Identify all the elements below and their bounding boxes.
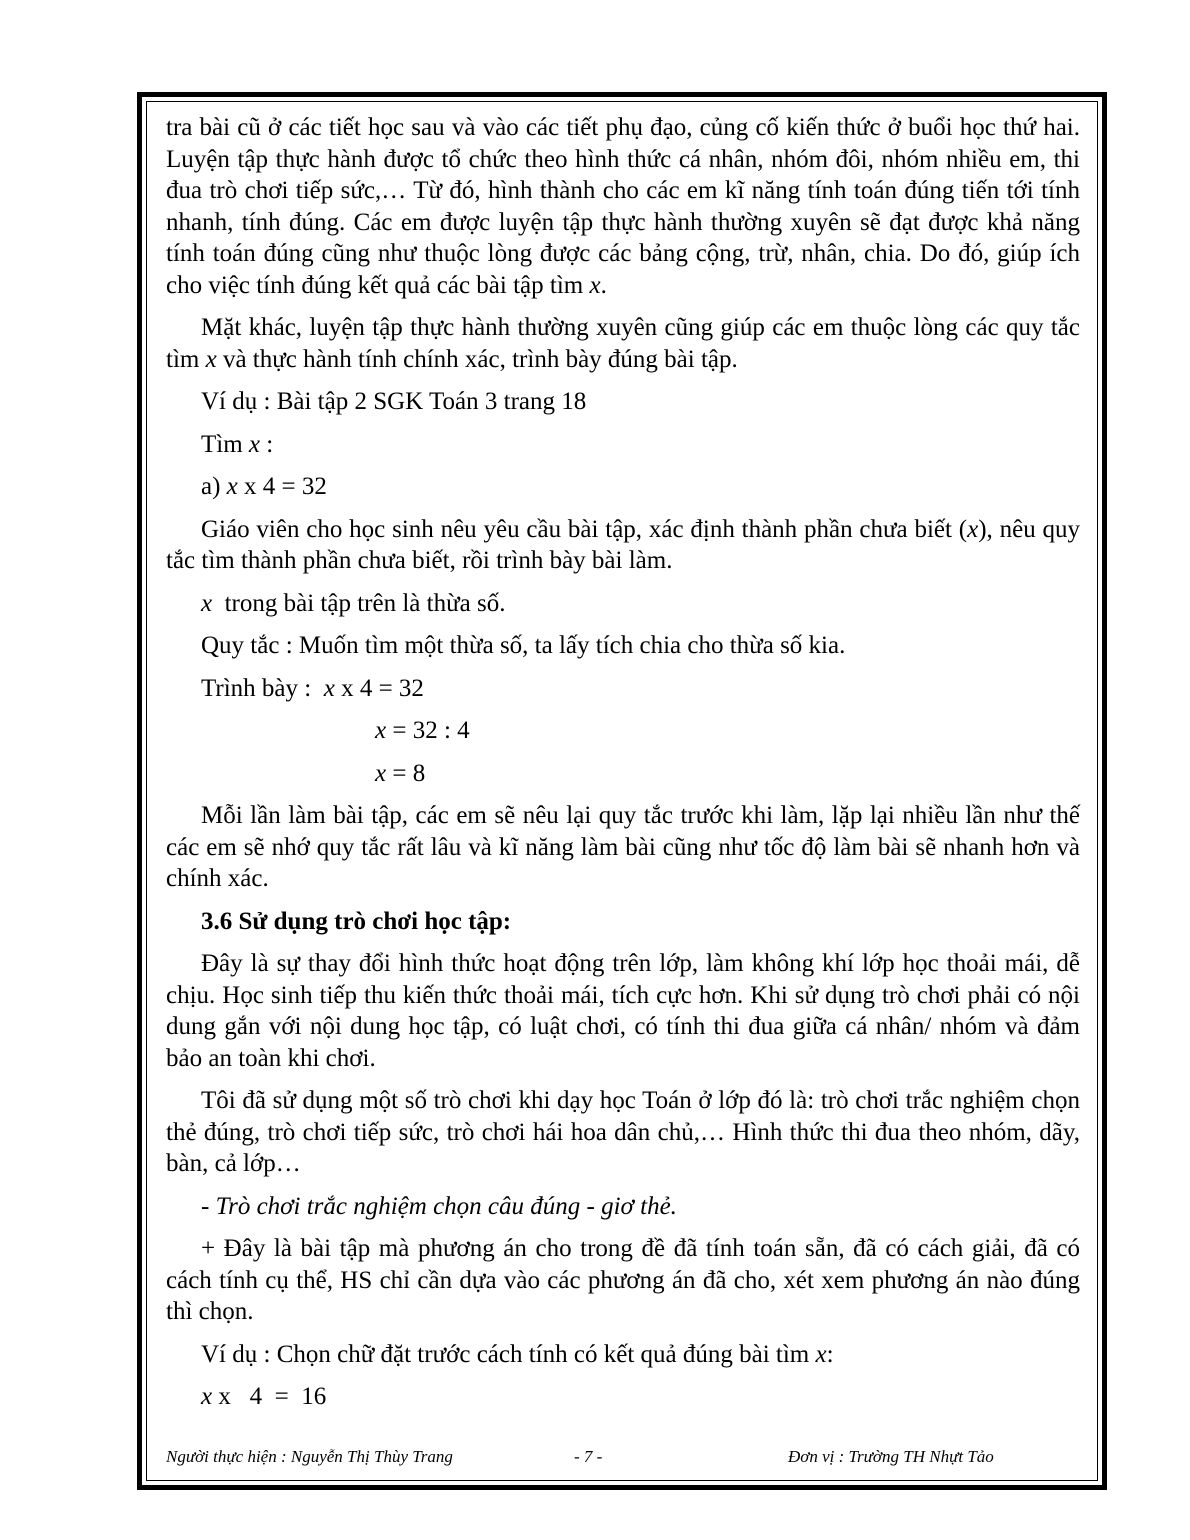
exercise-part-a: a) x x 4 = 32 bbox=[201, 473, 327, 500]
section-heading: 3.6 Sử dụng trò chơi học tập: bbox=[201, 907, 512, 935]
paragraph-games-intro: Đây là sự thay đổi hình thức hoạt động trên lớp, làm không khí lớp học thoải mái, dễ chịu. Học sinh tiếp thu kiến thức thoải mái, tích cực hơn. Khi sử dụng trò chơi phải có nội dung gắn với nội dung học tập, có luật chơi, có tính thi đua giữa cá nhân/ nhóm và đảm bảo an toàn khi chơi. bbox=[166, 950, 1080, 1072]
example-2-title: Ví dụ : Chọn chữ đặt trước cách tính có kết quả đúng bài tìm x: bbox=[201, 1340, 834, 1368]
solution-step-1: Trình bày : x x 4 = 32 bbox=[201, 674, 424, 702]
paragraph-continuation: tra bài cũ ở các tiết học sau và vào các tiết phụ đạo, củng cố kiến thức ở buổi học thứ hai. Luyện tập thực hành được tổ chức theo hình thức cá nhân, nhóm đôi, nhóm nhiều em, thi đua trò chơi tiếp sức,… Từ đó, hình thành cho các em kĩ năng tính toán đúng tiến tới tính nhanh, tính đúng. Các em được luyện tập thực hành thường xuyên sẽ đạt được khả năng tính toán đúng cũng như thuộc lòng được các bảng cộng, trừ, nhân, chia. Do đó, giúp ích cho việc tính đúng kết quả các bài tập tìm x. bbox=[166, 114, 1080, 299]
game-title: - Trò chơi trắc nghiệm chọn câu đúng - giơ thẻ. bbox=[201, 1192, 677, 1220]
x-is-factor: x trong bài tập trên là thừa số. bbox=[201, 589, 506, 617]
paragraph-practice: Mặt khác, luyện tập thực hành thường xuyên cũng giúp các em thuộc lòng các quy tắc tìm x và thực hành tính chính xác, trình bày đúng bài tập. bbox=[166, 314, 1080, 373]
paragraph-repetition: Mỗi lần làm bài tập, các em sẽ nêu lại quy tắc trước khi làm, lặp lại nhiều lần như thế các em sẽ nhớ quy tắc rất lâu và kĩ năng làm bài cũng như tốc độ làm bài sẽ nhanh hơn và chính xác. bbox=[166, 802, 1080, 892]
document-body bbox=[166, 112, 1080, 1424]
solution-step-2: x = 32 : 4 bbox=[375, 717, 470, 744]
example-2-equation: x x 4 = 16 bbox=[201, 1383, 327, 1410]
paragraph-game-description: + Đây là bài tập mà phương án cho trong đề đã tính toán sẵn, đã có cách giải, đã có cách tính cụ thể, HS chỉ cần dựa vào các phương án đã cho, xét xem phương án nào đúng thì chọn. bbox=[166, 1235, 1080, 1325]
find-x-label: Tìm x : bbox=[201, 430, 274, 458]
paragraph-teacher-guide: Giáo viên cho học sinh nêu yêu cầu bài tập, xác định thành phần chưa biết (x), nêu quy tắc tìm thành phần chưa biết, rồi trình bày bài làm. bbox=[166, 515, 1081, 574]
rule-statement: Quy tắc : Muốn tìm một thừa số, ta lấy tích chia cho thừa số kia. bbox=[201, 632, 846, 659]
footer-unit: Đơn vị : Trường TH Nhựt Tảo bbox=[788, 1447, 994, 1466]
page-footer bbox=[166, 1447, 1080, 1471]
footer-page-number: - 7 - bbox=[574, 1447, 603, 1466]
paragraph-games-used: Tôi đã sử dụng một số trò chơi khi dạy học Toán ở lớp đó là: trò chơi trắc nghiệm chọn thẻ đúng, trò chơi tiếp sức, trò chơi hái hoa dân chủ,… Hình thức thi đua theo nhóm, dãy, bàn, cả lớp… bbox=[166, 1087, 1080, 1177]
footer-author: Người thực hiện : Nguyễn Thị Thùy Trang bbox=[166, 1447, 453, 1466]
solution-step-3: x = 8 bbox=[375, 759, 426, 787]
example-1-title: Ví dụ : Bài tập 2 SGK Toán 3 trang 18 bbox=[201, 388, 587, 415]
